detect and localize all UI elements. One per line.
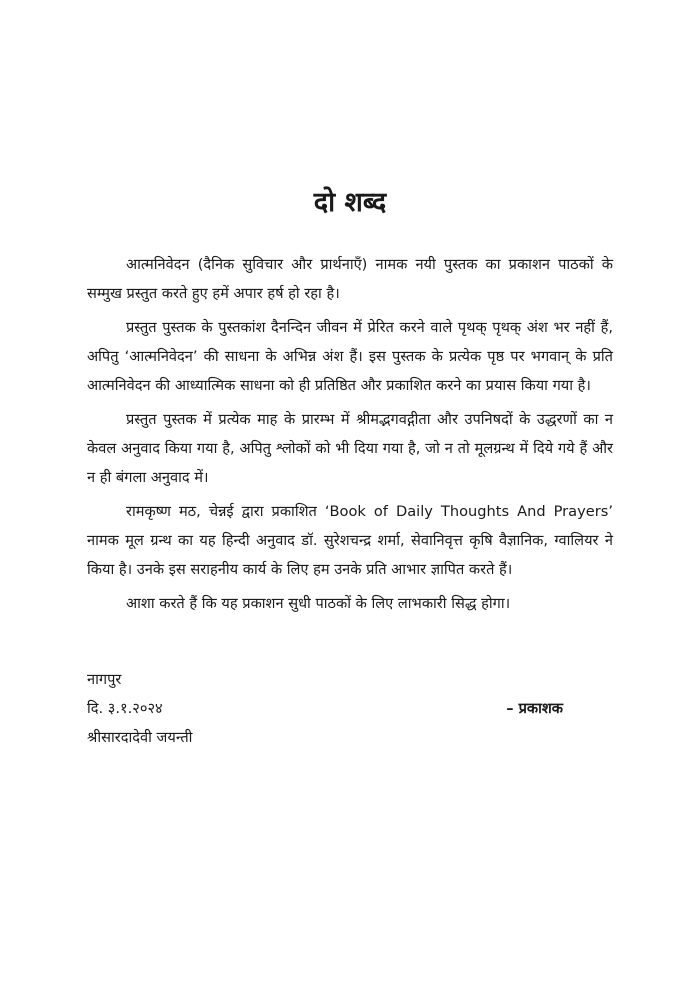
occasion: श्रीसारदादेवी जयन्ती (87, 729, 193, 746)
paragraph-4: रामकृष्ण मठ, चेन्नई द्वारा प्रकाशित ‘Book of Daily Thoughts And Prayers’ नामक मूल ग्रन्थ का यह हिन्दी अनुवाद डॉ. सुरेशचन्द्र शर्मा, सेवानिवृत्त कृषि वैज्ञानिक, ग्वालियर ने किया है। उनके इस सराहनीय कार्य के लिए हम उनके प्रति आभार ज्ञापित करते हैं। (87, 503, 613, 578)
paragraph-5: आशा करते हैं कि यह प्रकाशन सुधी पाठकों के लिए लाभकारी सिद्ध होगा। (126, 595, 511, 612)
paragraph-1: आत्मनिवेदन (दैनिक सुविचार और प्रार्थनाएँ) नामक नयी पुस्तक का प्रकाशन पाठकों के सम्मुख प्रस्तुत करते हुए हमें अपार हर्ष हो रहा है। (87, 256, 613, 302)
place-line (87, 665, 613, 694)
date-line (87, 694, 613, 723)
signature-block (87, 665, 613, 752)
paragraph-2: प्रस्तुत पुस्तक के पुस्तकांश दैनन्दिन जीवन में प्रेरित करने वाले पृथक् पृथक् अंश भर नहीं हैं, अपितु ‘आत्मनिवेदन’ की साधना के अभिन्न अंश हैं। इस पुस्तक के प्रत्येक पृष्ठ पर भगवान् के प्रति आत्मनिवेदन की आध्यात्मिक साधना को ही प्रतिष्ठित और प्रकाशित करने का प्रयास किया गया है। (87, 319, 613, 394)
place: नागपुर (87, 671, 122, 688)
date: दि. ३.१.२०२४ (87, 700, 163, 717)
occasion-line (87, 723, 613, 752)
preface-body (87, 250, 613, 623)
page-title: दो शब्द (313, 187, 387, 218)
publisher-signature: – प्रकाशक (506, 700, 563, 717)
paragraph-3: प्रस्तुत पुस्तक में प्रत्येक माह के प्रारम्भ में श्रीमद्भगवद्गीता और उपनिषदों के उद्धरणों का न केवल अनुवाद किया गया है, अपितु श्लोकों को भी दिया गया है, जो न तो मूलग्रन्थ में दिये गये हैं और न ही बंगला अनुवाद में। (87, 411, 613, 486)
